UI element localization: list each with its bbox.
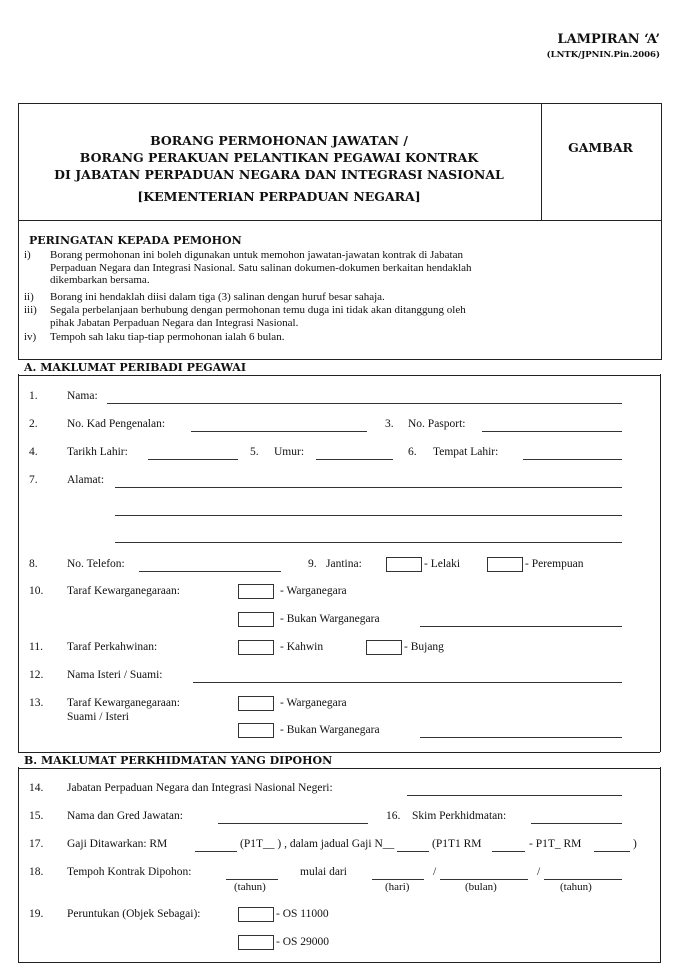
- birth-date-label: Tarikh Lahir:: [67, 446, 128, 458]
- position-grade-field[interactable]: [218, 823, 368, 824]
- field-2-number: 2.: [29, 418, 38, 430]
- section-a-title: A. MAKLUMAT PERIBADI PEGAWAI: [24, 361, 246, 374]
- gender-male-label: - Lelaki: [424, 558, 461, 570]
- warning-heading: PERINGATAN KEPADA PEMOHON: [29, 234, 242, 247]
- frame-bottom: [18, 962, 661, 963]
- salary-min-field[interactable]: [492, 851, 525, 852]
- title-line-3: DI JABATAN PERPADUAN NEGARA DAN INTEGRASI NASIONAL: [54, 167, 504, 182]
- address-label: Alamat:: [67, 474, 105, 486]
- warning-item-4: Tempoh sah laku tiap-tiap permohonan ialah 6 bulan.: [50, 331, 285, 343]
- married-checkbox[interactable]: [238, 640, 274, 655]
- spouse-name-label: Nama Isteri / Suami:: [67, 669, 163, 681]
- ic-number-label: No. Kad Pengenalan:: [67, 418, 166, 430]
- field-10-number: 10.: [29, 585, 44, 597]
- state-department-label: Jabatan Perpaduan Negara dan Integrasi Nasional Negeri:: [67, 782, 333, 794]
- position-grade-label: Nama dan Gred Jawatan:: [67, 810, 183, 822]
- marital-status-label: Taraf Perkahwinan:: [67, 641, 158, 653]
- field-3-number: 3.: [385, 418, 394, 430]
- salary-scale-field[interactable]: [397, 851, 429, 852]
- passport-label: No. Pasport:: [408, 418, 466, 430]
- warning-item-3: [50, 304, 654, 329]
- photo-label: GAMBAR: [568, 140, 633, 155]
- married-label: - Kahwin: [280, 641, 324, 653]
- os-29000-checkbox[interactable]: [238, 935, 274, 950]
- service-scheme-field[interactable]: [531, 823, 622, 824]
- start-day-field[interactable]: [372, 879, 424, 880]
- field-11-number: 11.: [29, 641, 43, 653]
- field-18-number: 18.: [29, 866, 44, 878]
- field-4-number: 4.: [29, 446, 38, 458]
- field-17-number: 17.: [29, 838, 44, 850]
- age-label: Umur:: [274, 446, 305, 458]
- age-field[interactable]: [316, 459, 393, 460]
- contract-years-field[interactable]: [226, 879, 278, 880]
- frame-left: [18, 374, 19, 752]
- contract-period-label: Tempoh Kontrak Dipohon:: [67, 866, 192, 878]
- frame-left-b: [18, 767, 19, 963]
- phone-label: No. Telefon:: [67, 558, 125, 570]
- single-checkbox[interactable]: [366, 640, 402, 655]
- spouse-citizen-checkbox[interactable]: [238, 696, 274, 711]
- spouse-citizenship-label: Taraf Kewarganegaraan:: [67, 697, 180, 709]
- spouse-citizen-label: - Warganegara: [280, 697, 347, 709]
- allocation-label: Peruntukan (Objek Sebagai):: [67, 908, 201, 920]
- start-year-field[interactable]: [544, 879, 622, 880]
- warning-num-3: iii): [24, 304, 37, 316]
- salary-close-paren: ): [633, 838, 637, 850]
- passport-field[interactable]: [482, 431, 622, 432]
- reference-code: (LNTK/JPNIN.Pin.2006): [546, 50, 660, 60]
- field-13-number: 13.: [29, 697, 44, 709]
- start-year-caption: (tahun): [560, 881, 592, 893]
- spouse-non-citizen-label: - Bukan Warganegara: [280, 724, 380, 736]
- gender-label: Jantina:: [326, 558, 362, 570]
- warning-item-1-line-3: dikembarkan bersama.: [50, 274, 150, 286]
- citizen-label: - Warganegara: [280, 585, 347, 597]
- section-b-header: [18, 752, 660, 769]
- field-15-number: 15.: [29, 810, 44, 822]
- field-8-number: 8.: [29, 558, 38, 570]
- section-b-title: B. MAKLUMAT PERKHIDMATAN YANG DIPOHON: [24, 754, 333, 767]
- spouse-non-citizen-checkbox[interactable]: [238, 723, 274, 738]
- birth-date-field[interactable]: [148, 459, 238, 460]
- field-5-number: 5.: [250, 446, 259, 458]
- field-14-number: 14.: [29, 782, 44, 794]
- title-line-4: [KEMENTERIAN PERPADUAN NEGARA]: [137, 189, 421, 204]
- salary-amount-field[interactable]: [195, 851, 237, 852]
- name-label: Nama:: [67, 390, 98, 402]
- start-month-caption: (bulan): [465, 881, 497, 893]
- single-label: - Bujang: [404, 641, 444, 653]
- gender-male-checkbox[interactable]: [386, 557, 422, 572]
- address-field-line-1[interactable]: [115, 487, 622, 488]
- citizenship-label: Taraf Kewarganegaraan:: [67, 585, 180, 597]
- form-title: [18, 132, 540, 205]
- start-month-field[interactable]: [440, 879, 528, 880]
- appendix-label: LAMPIRAN ‘A’: [557, 32, 660, 47]
- start-from-label: mulai dari: [300, 866, 347, 878]
- warning-item-3-line-1: Segala perbelanjaan berhubung dengan permohonan temu duga ini tidak akan ditanggung oleh: [50, 304, 466, 316]
- warning-num-1: i): [24, 249, 31, 261]
- title-line-2: BORANG PERAKUAN PELANTIKAN PEGAWAI KONTRAK: [79, 150, 479, 165]
- start-day-caption: (hari): [385, 881, 410, 893]
- os-29000-label: - OS 29000: [276, 936, 330, 948]
- field-1-number: 1.: [29, 390, 38, 402]
- warning-num-2: ii): [24, 291, 34, 303]
- field-9-number: 9.: [308, 558, 317, 570]
- salary-max-field[interactable]: [594, 851, 630, 852]
- warning-item-2: Borang ini hendaklah diisi dalam tiga (3) salinan dengan huruf besar sahaja.: [50, 291, 385, 303]
- birth-place-field[interactable]: [523, 459, 622, 460]
- field-6-number: 6.: [408, 446, 417, 458]
- gender-female-label: - Perempuan: [525, 558, 584, 570]
- os-11000-label: - OS 11000: [276, 908, 329, 920]
- warning-item-1-line-2: Perpaduan Negara dan Integrasi Nasional. Satu salinan dokumen-dokumen berkaitan hendaklah: [50, 261, 472, 274]
- field-12-number: 12.: [29, 669, 44, 681]
- warning-item-3-line-2: pihak Jabatan Perpaduan Negara dan Integrasi Nasional.: [50, 316, 299, 329]
- non-citizen-label: - Bukan Warganegara: [280, 613, 380, 625]
- field-16-number: 16.: [386, 810, 401, 822]
- ic-number-field[interactable]: [191, 431, 367, 432]
- gender-female-checkbox[interactable]: [487, 557, 523, 572]
- warning-item-1: [50, 249, 658, 287]
- frame-right: [660, 374, 661, 752]
- birth-place-label: Tempat Lahir:: [433, 446, 499, 458]
- title-line-1: BORANG PERMOHONAN JAWATAN /: [150, 133, 408, 148]
- field-7-number: 7.: [29, 474, 38, 486]
- service-scheme-label: Skim Perkhidmatan:: [412, 810, 507, 822]
- field-19-number: 19.: [29, 908, 44, 920]
- citizen-checkbox[interactable]: [238, 584, 274, 599]
- contract-years-caption: (tahun): [234, 881, 266, 893]
- date-separator-1: /: [433, 866, 437, 878]
- spouse-name-field[interactable]: [193, 682, 622, 683]
- photo-box-divider: [541, 104, 542, 220]
- section-a-header: [18, 359, 660, 376]
- salary-label: Gaji Ditawarkan: RM: [67, 838, 168, 850]
- non-citizen-checkbox[interactable]: [238, 612, 274, 627]
- spouse-non-citizen-field[interactable]: [420, 737, 622, 738]
- salary-min-text: (P1T1 RM: [432, 838, 482, 850]
- name-field[interactable]: [107, 403, 622, 404]
- frame-right-b: [660, 767, 661, 963]
- spouse-citizenship-sublabel: Suami / Isteri: [67, 711, 129, 723]
- address-field-line-3[interactable]: [115, 542, 622, 543]
- state-department-field[interactable]: [407, 795, 622, 796]
- salary-max-text: - P1T_ RM: [529, 838, 582, 850]
- salary-scale-text: (P1T__ ) , dalam jadual Gaji N__: [240, 838, 395, 850]
- date-separator-2: /: [537, 866, 541, 878]
- warning-item-1-line-1: Borang permohonan ini boleh digunakan untuk memohon jawatan-jawatan kontrak di Jabatan: [50, 249, 463, 261]
- phone-field[interactable]: [139, 571, 281, 572]
- os-11000-checkbox[interactable]: [238, 907, 274, 922]
- address-field-line-2[interactable]: [115, 515, 622, 516]
- warning-num-4: iv): [24, 331, 37, 343]
- non-citizen-field[interactable]: [420, 626, 622, 627]
